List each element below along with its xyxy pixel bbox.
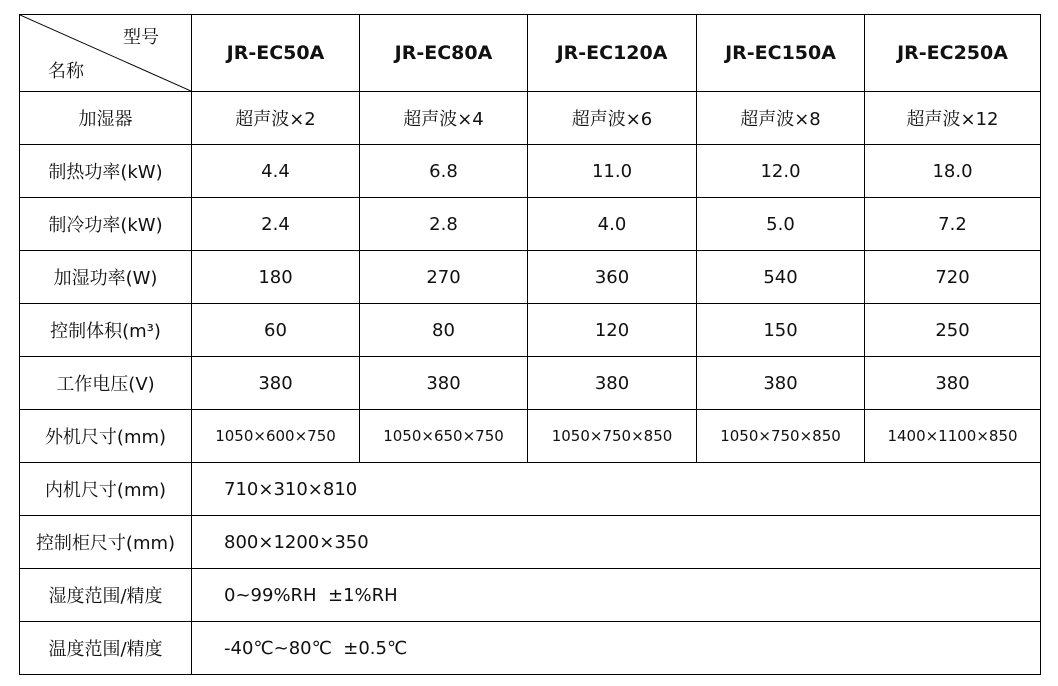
- row-label: 制热功率(kW): [20, 145, 192, 198]
- table-cell: -40℃~80℃ ±0.5℃: [192, 622, 1041, 675]
- row-label: 控制柜尺寸(mm): [20, 516, 192, 569]
- header-row: [20, 15, 1041, 92]
- table-cell: 超声波×4: [360, 92, 528, 145]
- row-label: 控制体积(m³): [20, 304, 192, 357]
- table-row: [20, 357, 1041, 410]
- table-row: [20, 463, 1041, 516]
- table-cell: 720: [865, 251, 1041, 304]
- table-row: [20, 516, 1041, 569]
- row-label: 温度范围/精度: [20, 622, 192, 675]
- table-cell: 60: [192, 304, 360, 357]
- table-cell: 超声波×6: [528, 92, 697, 145]
- table-cell: 1050×600×750: [192, 410, 360, 463]
- table-cell: 540: [697, 251, 865, 304]
- table-cell: 380: [192, 357, 360, 410]
- corner-header-cell: [20, 15, 192, 92]
- row-label: 内机尺寸(mm): [20, 463, 192, 516]
- table-row: [20, 569, 1041, 622]
- table-cell: 80: [360, 304, 528, 357]
- table-row: [20, 622, 1041, 675]
- table-cell: 800×1200×350: [192, 516, 1041, 569]
- table-cell: 1400×1100×850: [865, 410, 1041, 463]
- table-cell: 11.0: [528, 145, 697, 198]
- table-cell: 5.0: [697, 198, 865, 251]
- row-label: 制冷功率(kW): [20, 198, 192, 251]
- table-cell: 380: [528, 357, 697, 410]
- diagonal-line: [20, 15, 191, 91]
- model-header: JR-EC50A: [192, 15, 360, 92]
- table-cell: 0~99%RH ±1%RH: [192, 569, 1041, 622]
- table-row: [20, 251, 1041, 304]
- table-cell: 4.0: [528, 198, 697, 251]
- model-header: JR-EC250A: [865, 15, 1041, 92]
- table-cell: 250: [865, 304, 1041, 357]
- table-cell: 1050×750×850: [528, 410, 697, 463]
- table-cell: 1050×750×850: [697, 410, 865, 463]
- row-label: 加湿功率(W): [20, 251, 192, 304]
- table-cell: 4.4: [192, 145, 360, 198]
- row-label: 工作电压(V): [20, 357, 192, 410]
- row-label: 湿度范围/精度: [20, 569, 192, 622]
- table-cell: 2.4: [192, 198, 360, 251]
- model-header-label: 型号: [123, 27, 159, 48]
- table-cell: 360: [528, 251, 697, 304]
- table-cell: 120: [528, 304, 697, 357]
- model-header: JR-EC150A: [697, 15, 865, 92]
- table-cell: 710×310×810: [192, 463, 1041, 516]
- table-cell: 超声波×2: [192, 92, 360, 145]
- table-row: [20, 92, 1041, 145]
- table-row: [20, 145, 1041, 198]
- table-cell: 180: [192, 251, 360, 304]
- table-cell: 380: [697, 357, 865, 410]
- table-cell: 12.0: [697, 145, 865, 198]
- table-cell: 380: [865, 357, 1041, 410]
- table-cell: 超声波×8: [697, 92, 865, 145]
- table-cell: 18.0: [865, 145, 1041, 198]
- table-cell: 超声波×12: [865, 92, 1041, 145]
- table-cell: 7.2: [865, 198, 1041, 251]
- row-label: 外机尺寸(mm): [20, 410, 192, 463]
- model-header: JR-EC120A: [528, 15, 697, 92]
- table-cell: 1050×650×750: [360, 410, 528, 463]
- table-cell: 6.8: [360, 145, 528, 198]
- table-cell: 270: [360, 251, 528, 304]
- row-label: 加湿器: [20, 92, 192, 145]
- table-row: [20, 304, 1041, 357]
- table-cell: 150: [697, 304, 865, 357]
- table-cell: 2.8: [360, 198, 528, 251]
- model-header: JR-EC80A: [360, 15, 528, 92]
- table-cell: 380: [360, 357, 528, 410]
- spec-table: [19, 14, 1041, 675]
- table-row: [20, 198, 1041, 251]
- table-row: [20, 410, 1041, 463]
- name-header-label: 名称: [48, 61, 84, 82]
